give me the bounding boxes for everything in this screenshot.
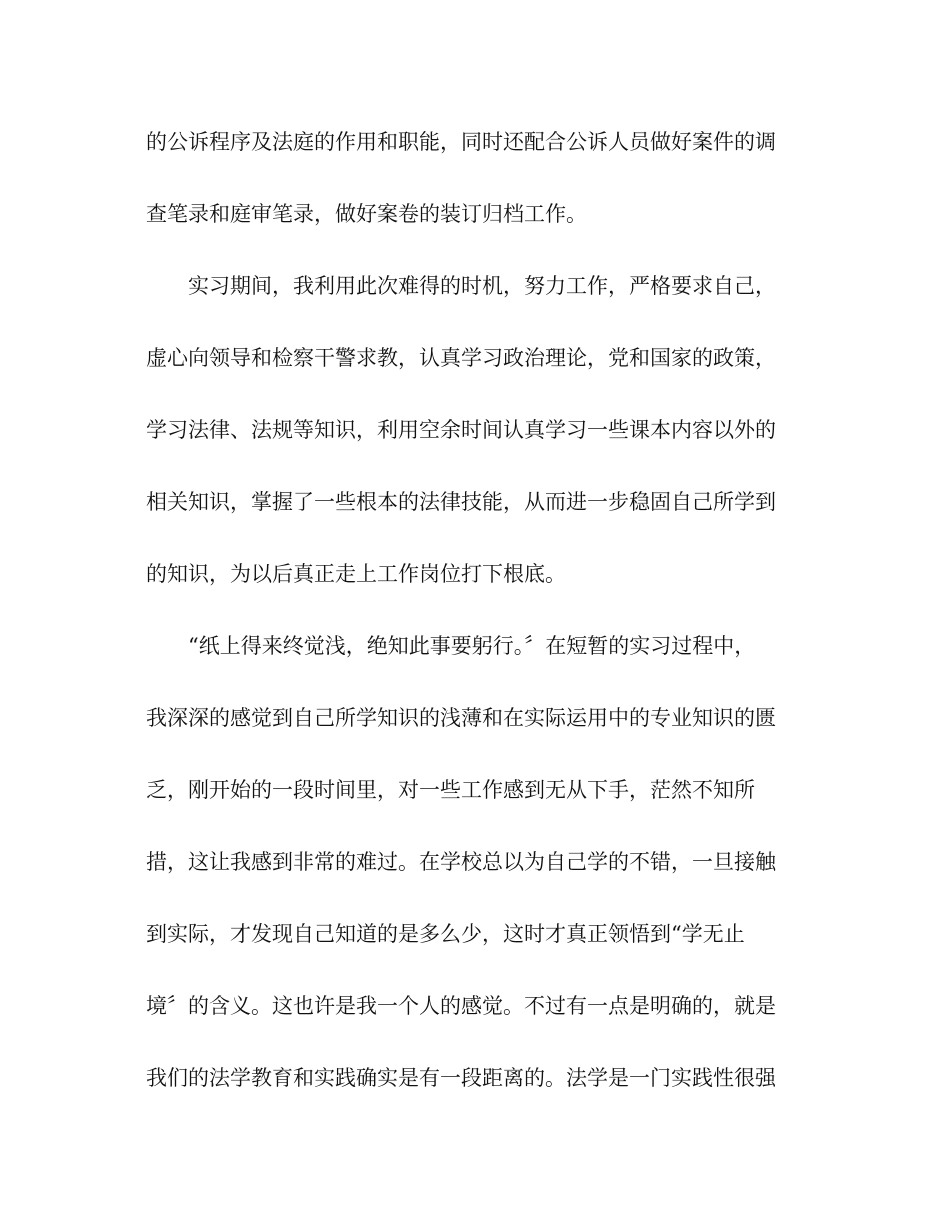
text-line: 措，这让我感到非常的难过。在学校总以为自己学的不错，一旦接触 [146,850,776,874]
text-line: 学习法律、法规等知识，利用空余时间认真学习一些课本内容以外的 [146,418,776,442]
text-line: 我深深的感觉到自己所学知识的浅薄和在实际运用中的专业知识的匮 [146,706,776,730]
text-line: 到实际，才发现自己知道的是多么少，这时才真正领悟到“学无止 [146,922,745,946]
text-line: 查笔录和庭审笔录，做好案卷的装订归档工作。 [146,202,587,226]
text-line: 乏，刚开始的一段时间里，对一些工作感到无从下手，茫然不知所 [146,778,755,802]
text-line: 的知识，为以后真正走上工作岗位打下根底。 [146,562,566,586]
text-line: 虚心向领导和检察干警求教，认真学习政治理论，党和国家的政策， [146,346,776,370]
paragraph-start-line: 实习期间，我利用此次难得的时机，努力工作，严格要求自己， [188,274,776,298]
paragraph-start-line: “纸上得来终觉浅，绝知此事要躬行。〞在短暂的实习过程中， [188,634,756,658]
text-line: 境〞的含义。这也许是我一个人的感觉。不过有一点是明确的，就是 [146,994,776,1018]
text-line: 的公诉程序及法庭的作用和职能，同时还配合公诉人员做好案件的调 [146,130,776,154]
text-line: 我们的法学教育和实践确实是有一段距离的。法学是一门实践性很强 [146,1066,776,1090]
text-line: 相关知识，掌握了一些根本的法律技能，从而进一步稳固自己所学到 [146,490,776,514]
